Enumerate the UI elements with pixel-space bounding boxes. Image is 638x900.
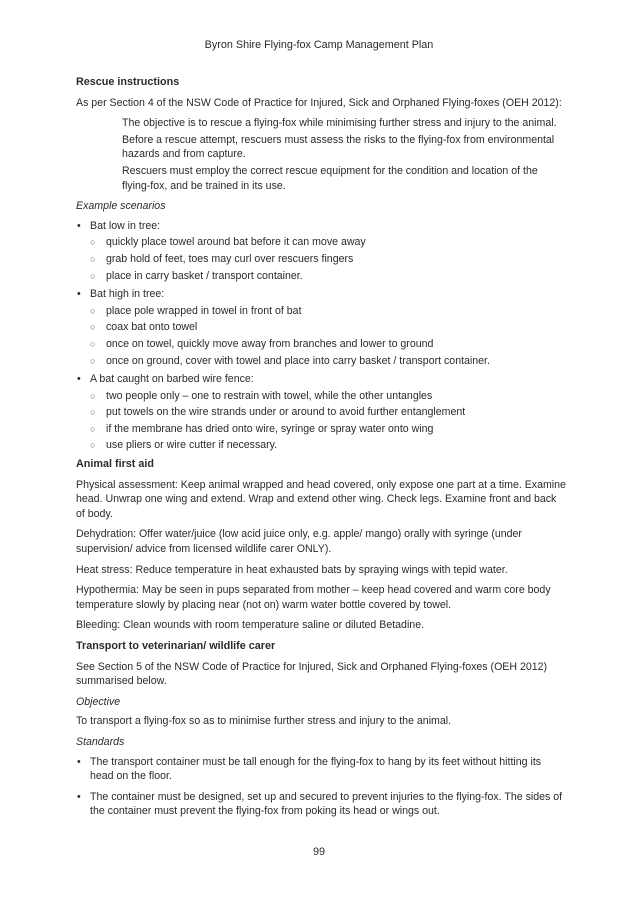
- rescue-point: Before a rescue attempt, rescuers must assess the risks to the flying-fox from environmental hazards and from capture.: [122, 133, 555, 161]
- step-text: coax bat onto towel: [106, 321, 198, 334]
- list-item: ○ use pliers or wire cutter if necessary.: [90, 439, 278, 452]
- step-text: place pole wrapped in towel in front of bat: [106, 304, 302, 317]
- transport-heading: Transport to veterinarian/ wildlife carer: [76, 640, 276, 652]
- list-item: ○ two people only – one to restrain with towel, while the other untangles: [90, 389, 433, 402]
- page-content: [76, 75, 566, 821]
- example-scenarios-label: Example scenarios: [76, 200, 166, 213]
- list-item: ○ once on towel, quickly move away from branches and lower to ground: [90, 337, 434, 350]
- step-text: grab hold of feet, toes may curl over rescuers fingers: [106, 252, 354, 265]
- list-item: ○ coax bat onto towel: [90, 321, 198, 334]
- rescue-point: The objective is to rescue a flying-fox while minimising further stress and injury to the animal.: [122, 117, 557, 130]
- first-aid-paragraph: Dehydration: Offer water/juice (low acid juice only, e.g. apple/ mango) orally with syringe (under supervision/ advice from licensed wildlife carer ONLY).: [76, 528, 522, 556]
- list-item: ○ place pole wrapped in towel in front of bat: [90, 304, 302, 317]
- scenario-steps: [76, 389, 566, 453]
- scenario-steps: [76, 235, 566, 283]
- step-text: two people only – one to restrain with towel, while the other untangles: [106, 389, 433, 402]
- first-aid-paragraph: Bleeding: Clean wounds with room temperature saline or diluted Betadine.: [76, 619, 425, 632]
- step-text: put towels on the wire strands under or around to avoid further entanglement: [106, 406, 466, 419]
- step-text: once on ground, cover with towel and place into carry basket / transport container.: [106, 354, 490, 367]
- first-aid-paragraph: Hypothermia: May be seen in pups separated from mother – keep head covered and warm core body temperature slowly by placing near (not on) warm water bottle covered by towel.: [76, 584, 551, 611]
- scenario-title: Bat high in tree:: [90, 288, 165, 301]
- page-header: Byron Shire Flying-fox Camp Management Plan: [204, 39, 434, 51]
- step-text: place in carry basket / transport container.: [106, 269, 303, 282]
- page-number: 99: [312, 846, 325, 858]
- list-item: ○ put towels on the wire strands under or around to avoid further entanglement: [90, 406, 466, 419]
- standard-text: The transport container must be tall enough for the flying-fox to hang by its feet without hitting its head on the floor.: [90, 755, 542, 783]
- list-item: • Bat high in tree:: [77, 288, 165, 301]
- scenario-steps: [76, 304, 566, 368]
- first-aid-paragraph: Physical assessment: Keep animal wrapped and head covered, only expose one part at a time. Examine head. Unwrap one wing and extend. Wrap and extend other wing. Check legs. Examine front and back of body.: [76, 478, 566, 520]
- list-item: • The container must be designed, set up and secured to prevent injuries to the flying-fox. The sides of the container must prevent the flying-fox from poking its head or wings out.: [77, 790, 563, 818]
- objective-label: Objective: [76, 695, 121, 708]
- step-text: quickly place towel around bat before it can move away: [106, 236, 366, 249]
- rescue-point: Rescuers must employ the correct rescue equipment for the condition and location of the flying-fox, and be trained in its use.: [122, 164, 538, 192]
- list-item: ○ place in carry basket / transport container.: [90, 269, 303, 282]
- first-aid-heading: Animal first aid: [76, 458, 154, 471]
- scenario: [76, 372, 566, 453]
- standards-label: Standards: [76, 735, 125, 748]
- scenario: [76, 287, 566, 368]
- transport-intro: See Section 5 of the NSW Code of Practice for Injured, Sick and Orphaned Flying-foxes (OEH 2012) summarised below.: [76, 660, 548, 688]
- list-item: • Bat low in tree:: [77, 219, 161, 232]
- list-item: • The transport container must be tall enough for the flying-fox to hang by its feet without hitting its head on the floor.: [77, 755, 542, 783]
- list-item: • A bat caught on barbed wire fence:: [77, 373, 254, 386]
- rescue-heading: Rescue instructions: [76, 76, 180, 88]
- objective-text: To transport a flying-fox so as to minimise further stress and injury to the animal.: [76, 715, 452, 728]
- scenario-title: A bat caught on barbed wire fence:: [90, 373, 254, 386]
- rescue-intro: As per Section 4 of the NSW Code of Practice for Injured, Sick and Orphaned Flying-foxes (OEH 2012):: [76, 96, 562, 109]
- step-text: if the membrane has dried onto wire, syringe or spray water onto wing: [106, 422, 434, 435]
- step-text: once on towel, quickly move away from branches and lower to ground: [106, 337, 434, 350]
- list-item: ○ if the membrane has dried onto wire, syringe or spray water onto wing: [90, 422, 434, 435]
- step-text: use pliers or wire cutter if necessary.: [106, 439, 278, 452]
- first-aid-paragraph: Heat stress: Reduce temperature in heat exhausted bats by spraying wings with tepid water.: [76, 563, 508, 576]
- scenario-title: Bat low in tree:: [90, 219, 161, 232]
- list-item: ○ quickly place towel around bat before it can move away: [90, 236, 366, 249]
- standard-text: The container must be designed, set up and secured to prevent injuries to the flying-fox. The sides of the container must prevent the flying-fox from poking its head or wings out.: [90, 790, 563, 818]
- scenario: [76, 219, 566, 283]
- list-item: ○ once on ground, cover with towel and place into carry basket / transport container.: [90, 354, 490, 367]
- list-item: ○ grab hold of feet, toes may curl over rescuers fingers: [90, 252, 354, 265]
